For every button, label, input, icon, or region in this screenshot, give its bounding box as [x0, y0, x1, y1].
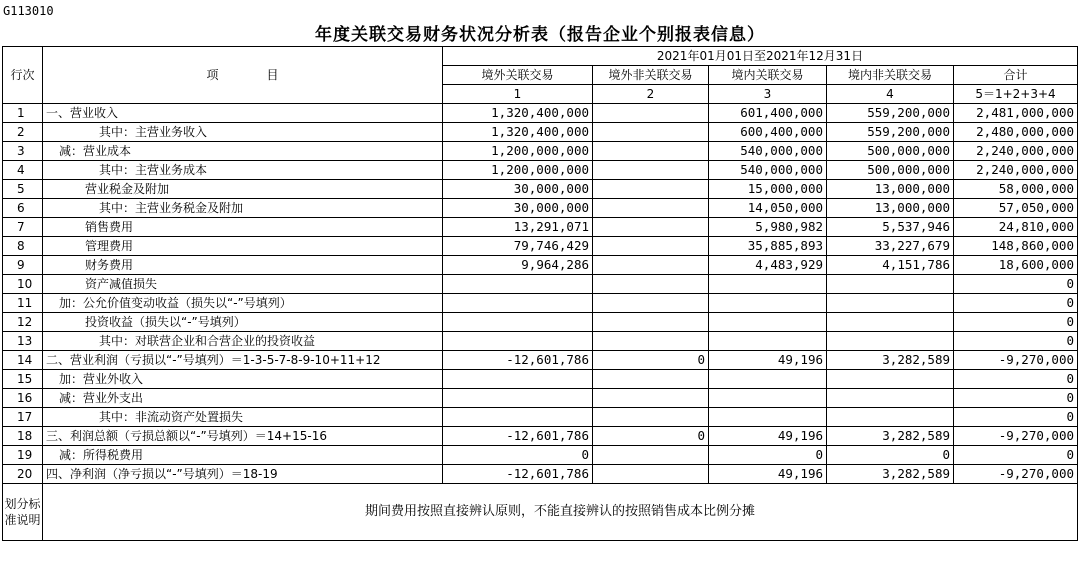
row-label: 其中：对联营企业和合营企业的投资收益 [43, 332, 443, 351]
value-cell [443, 275, 593, 294]
value-cell: 500,000,000 [827, 161, 954, 180]
row-number: 8 [3, 237, 43, 256]
value-cell [709, 332, 827, 351]
value-cell [593, 199, 709, 218]
value-cell [593, 332, 709, 351]
value-cell: 559,200,000 [827, 104, 954, 123]
note-text: 期间费用按照直接辨认原则，不能直接辨认的按照销售成本比例分摊 [43, 484, 1078, 541]
value-cell: 14,050,000 [709, 199, 827, 218]
table-row [3, 389, 1078, 408]
value-cell: 0 [954, 313, 1078, 332]
value-cell: 1,320,400,000 [443, 104, 593, 123]
value-cell: 49,196 [709, 351, 827, 370]
row-label: 其中：主营业务税金及附加 [43, 199, 443, 218]
note-label: 划分标准说明 [3, 484, 43, 541]
value-cell: 30,000,000 [443, 180, 593, 199]
value-cell: 57,050,000 [954, 199, 1078, 218]
seq-header: 行次 [3, 47, 43, 104]
value-cell: 3,282,589 [827, 351, 954, 370]
value-cell: 3,282,589 [827, 465, 954, 484]
value-cell [593, 370, 709, 389]
value-cell: 35,885,893 [709, 237, 827, 256]
value-cell: 2,481,000,000 [954, 104, 1078, 123]
column-header: 合计 [954, 66, 1078, 85]
value-cell: 0 [593, 427, 709, 446]
value-cell [593, 275, 709, 294]
row-label: 销售费用 [43, 218, 443, 237]
table-row [3, 161, 1078, 180]
value-cell: -9,270,000 [954, 427, 1078, 446]
value-cell: 5,537,946 [827, 218, 954, 237]
value-cell: 13,291,071 [443, 218, 593, 237]
value-cell: 540,000,000 [709, 142, 827, 161]
value-cell: 500,000,000 [827, 142, 954, 161]
row-label: 减：营业外支出 [43, 389, 443, 408]
row-number: 2 [3, 123, 43, 142]
value-cell [827, 313, 954, 332]
value-cell: 0 [954, 294, 1078, 313]
value-cell [443, 294, 593, 313]
value-cell [827, 294, 954, 313]
table-row [3, 180, 1078, 199]
row-label: 其中：主营业务收入 [43, 123, 443, 142]
table-row [3, 351, 1078, 370]
report-title: 年度关联交易财务状况分析表（报告企业个别报表信息） [315, 25, 765, 45]
value-cell: 49,196 [709, 465, 827, 484]
column-header: 境外关联交易 [443, 66, 593, 85]
value-cell: 0 [954, 275, 1078, 294]
report-code: G113010 [3, 4, 54, 18]
row-label: 资产减值损失 [43, 275, 443, 294]
column-header: 境外非关联交易 [593, 66, 709, 85]
row-label: 财务费用 [43, 256, 443, 275]
value-cell: 1,320,400,000 [443, 123, 593, 142]
value-cell: -9,270,000 [954, 465, 1078, 484]
value-cell [593, 465, 709, 484]
value-cell: 13,000,000 [827, 180, 954, 199]
value-cell [593, 142, 709, 161]
table-row [3, 427, 1078, 446]
table-row [3, 199, 1078, 218]
value-cell [827, 408, 954, 427]
value-cell: -12,601,786 [443, 465, 593, 484]
value-cell [593, 123, 709, 142]
value-cell: 3,282,589 [827, 427, 954, 446]
row-number: 13 [3, 332, 43, 351]
column-number: 5＝1+2+3+4 [954, 85, 1078, 104]
value-cell: 0 [827, 446, 954, 465]
value-cell: 0 [443, 446, 593, 465]
value-cell [443, 389, 593, 408]
row-number: 3 [3, 142, 43, 161]
table-row [3, 237, 1078, 256]
row-label: 营业税金及附加 [43, 180, 443, 199]
column-number: 4 [827, 85, 954, 104]
value-cell [827, 370, 954, 389]
table-row [3, 123, 1078, 142]
row-number: 7 [3, 218, 43, 237]
row-label: 一、营业收入 [43, 104, 443, 123]
value-cell [827, 389, 954, 408]
row-number: 14 [3, 351, 43, 370]
value-cell: 0 [709, 446, 827, 465]
value-cell [709, 313, 827, 332]
value-cell [593, 218, 709, 237]
table-row [3, 275, 1078, 294]
value-cell: 2,240,000,000 [954, 161, 1078, 180]
value-cell: 0 [954, 370, 1078, 389]
column-header: 境内非关联交易 [827, 66, 954, 85]
value-cell: 1,200,000,000 [443, 161, 593, 180]
value-cell [593, 256, 709, 275]
value-cell [593, 313, 709, 332]
row-label: 二、营业利润（亏损以“-”号填列）＝1-3-5-7-8-9-10+11+12 [43, 351, 443, 370]
value-cell [593, 389, 709, 408]
table-row [3, 465, 1078, 484]
row-label: 投资收益（损失以“-”号填列） [43, 313, 443, 332]
value-cell [443, 408, 593, 427]
row-number: 20 [3, 465, 43, 484]
value-cell [443, 370, 593, 389]
value-cell: 4,483,929 [709, 256, 827, 275]
note-row [3, 484, 1078, 541]
value-cell: 49,196 [709, 427, 827, 446]
row-number: 6 [3, 199, 43, 218]
table-row [3, 408, 1078, 427]
value-cell: 540,000,000 [709, 161, 827, 180]
value-cell: 0 [954, 408, 1078, 427]
value-cell: 0 [593, 351, 709, 370]
value-cell [593, 446, 709, 465]
row-number: 10 [3, 275, 43, 294]
row-number: 15 [3, 370, 43, 389]
table-row [3, 218, 1078, 237]
column-header: 境内关联交易 [709, 66, 827, 85]
value-cell: -12,601,786 [443, 351, 593, 370]
value-cell: 600,400,000 [709, 123, 827, 142]
row-label: 三、利润总额（亏损总额以“-”号填列）＝14+15-16 [43, 427, 443, 446]
value-cell: -12,601,786 [443, 427, 593, 446]
value-cell [593, 237, 709, 256]
row-number: 17 [3, 408, 43, 427]
value-cell: 2,240,000,000 [954, 142, 1078, 161]
period-header: 2021年01月01日至2021年12月31日 [443, 47, 1078, 66]
value-cell: 2,480,000,000 [954, 123, 1078, 142]
row-number: 16 [3, 389, 43, 408]
value-cell [709, 275, 827, 294]
value-cell [593, 104, 709, 123]
table-row [3, 294, 1078, 313]
value-cell: 0 [954, 446, 1078, 465]
value-cell: 18,600,000 [954, 256, 1078, 275]
row-label: 其中：主营业务成本 [43, 161, 443, 180]
row-number: 12 [3, 313, 43, 332]
value-cell: 79,746,429 [443, 237, 593, 256]
row-number: 4 [3, 161, 43, 180]
row-label: 减：营业成本 [43, 142, 443, 161]
row-number: 9 [3, 256, 43, 275]
column-number: 2 [593, 85, 709, 104]
value-cell [827, 332, 954, 351]
table-row [3, 446, 1078, 465]
value-cell: 15,000,000 [709, 180, 827, 199]
value-cell: 58,000,000 [954, 180, 1078, 199]
table-row [3, 142, 1078, 161]
table-row [3, 256, 1078, 275]
value-cell [593, 294, 709, 313]
row-number: 19 [3, 446, 43, 465]
table-row [3, 104, 1078, 123]
value-cell: 0 [954, 389, 1078, 408]
table-row [3, 313, 1078, 332]
value-cell: 30,000,000 [443, 199, 593, 218]
value-cell [709, 294, 827, 313]
value-cell: 0 [954, 332, 1078, 351]
value-cell: 33,227,679 [827, 237, 954, 256]
row-label: 加：公允价值变动收益（损失以“-”号填列） [43, 294, 443, 313]
value-cell [593, 408, 709, 427]
table-row [3, 370, 1078, 389]
column-number: 3 [709, 85, 827, 104]
value-cell: 4,151,786 [827, 256, 954, 275]
value-cell [709, 389, 827, 408]
value-cell: 559,200,000 [827, 123, 954, 142]
value-cell: 13,000,000 [827, 199, 954, 218]
column-number: 1 [443, 85, 593, 104]
row-number: 5 [3, 180, 43, 199]
value-cell: 9,964,286 [443, 256, 593, 275]
value-cell [593, 180, 709, 199]
item-header: 项 目 [43, 47, 443, 104]
financial-table [2, 46, 1078, 541]
value-cell [827, 275, 954, 294]
table-row [3, 332, 1078, 351]
value-cell [443, 313, 593, 332]
value-cell: 601,400,000 [709, 104, 827, 123]
value-cell: 5,980,982 [709, 218, 827, 237]
row-label: 其中：非流动资产处置损失 [43, 408, 443, 427]
value-cell [593, 161, 709, 180]
value-cell [443, 332, 593, 351]
value-cell [709, 370, 827, 389]
row-number: 18 [3, 427, 43, 446]
value-cell [709, 408, 827, 427]
row-label: 加：营业外收入 [43, 370, 443, 389]
value-cell: 24,810,000 [954, 218, 1078, 237]
row-number: 1 [3, 104, 43, 123]
row-label: 管理费用 [43, 237, 443, 256]
value-cell: 148,860,000 [954, 237, 1078, 256]
value-cell: 1,200,000,000 [443, 142, 593, 161]
row-label: 减：所得税费用 [43, 446, 443, 465]
row-number: 11 [3, 294, 43, 313]
value-cell: -9,270,000 [954, 351, 1078, 370]
row-label: 四、净利润（净亏损以“-”号填列）＝18-19 [43, 465, 443, 484]
